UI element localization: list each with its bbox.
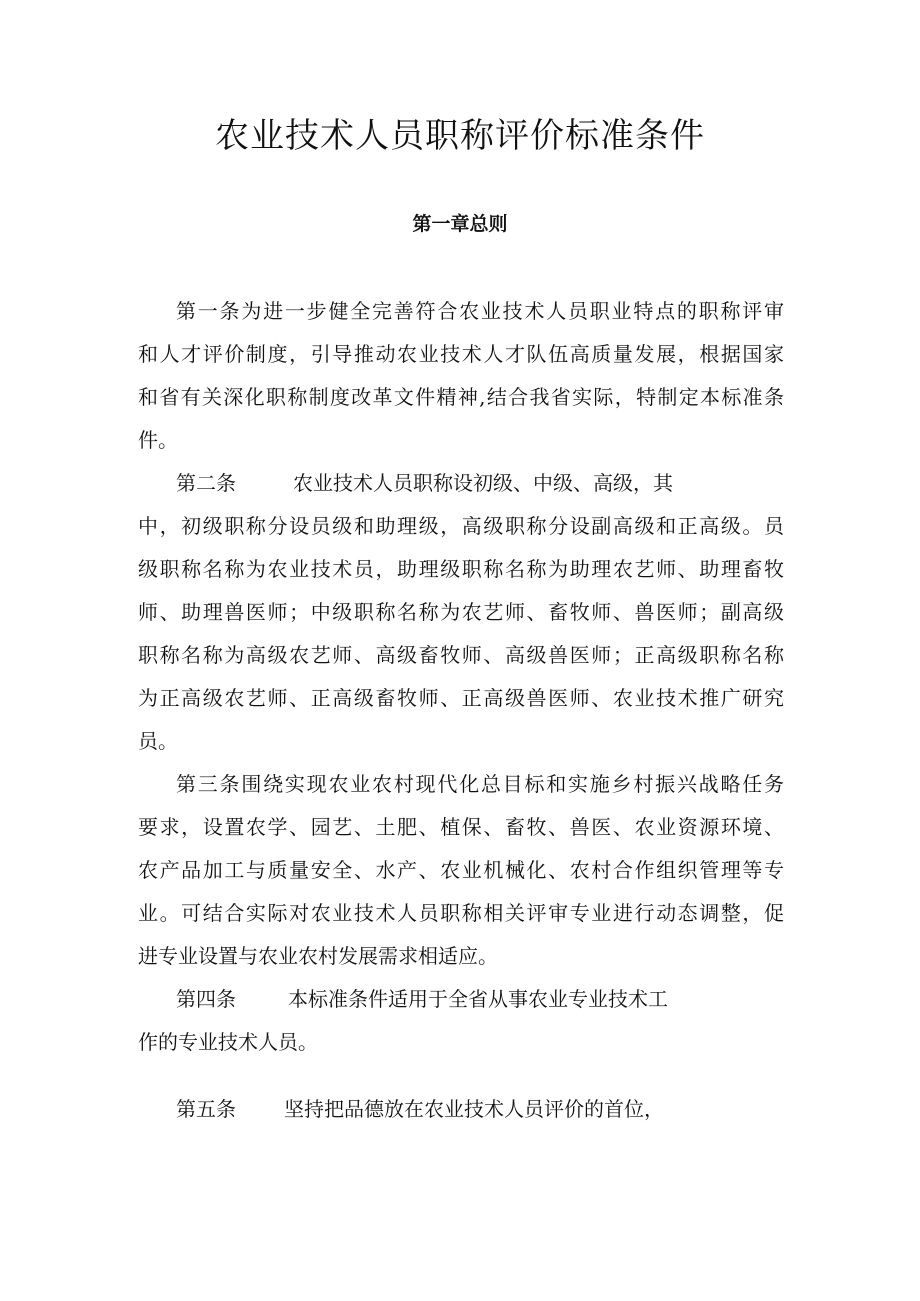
article-3-line: 第三条围绕实现农业农村现代化总目标和实施乡村振兴战略任务	[176, 772, 784, 796]
article-2-first-text: 农业技术人员职称设初级、中级、高级，其	[293, 471, 673, 495]
article-2-line: 职称名称为高级农艺师、高级畜牧师、高级兽医师；正高级职称名称	[138, 643, 784, 667]
article-2-first-line	[176, 467, 673, 499]
article-4-first-line	[176, 983, 668, 1015]
article-1-line: 第一条为进一步健全完善符合农业技术人员职业特点的职称评审	[176, 299, 784, 323]
chapter-heading: 第一章总则	[412, 213, 508, 235]
article-2-line: 级职称名称为农业技术员，助理级职称名称为助理农艺师、助理畜牧	[138, 557, 784, 581]
article-3-line: 业。可结合实际对农业技术人员职称相关评审专业进行动态调整，促	[138, 901, 784, 925]
article-1-line: 和人才评价制度，引导推动农业技术人才队伍高质量发展，根据国家	[138, 342, 784, 366]
document-title: 农业技术人员职称评价标准条件	[215, 116, 705, 156]
article-2-line: 中，初级职称分设员级和助理级，高级职称分设副高级和正高级。员	[138, 514, 784, 538]
article-1-line: 件。	[138, 428, 178, 452]
article-5-label: 第五条	[176, 1097, 236, 1121]
article-4-label: 第四条	[176, 987, 236, 1011]
article-5-first-line	[176, 1093, 664, 1125]
article-5-first-text: 坚持把品德放在农业技术人员评价的首位，	[284, 1097, 664, 1121]
article-2-line: 师、助理兽医师；中级职称名称为农艺师、畜牧师、兽医师；副高级	[138, 600, 784, 624]
article-3-line: 要求，设置农学、园艺、土肥、植保、畜牧、兽医、农业资源环境、	[138, 815, 784, 839]
article-1-line: 和省有关深化职称制度改革文件精神,结合我省实际，特制定本标准条	[138, 385, 784, 409]
article-2-line: 员。	[138, 729, 178, 753]
article-3-line: 进专业设置与农业农村发展需求相适应。	[138, 944, 498, 968]
article-2-label: 第二条	[176, 471, 236, 495]
article-2-line: 为正高级农艺师、正高级畜牧师、正高级兽医师、农业技术推广研究	[138, 686, 784, 710]
article-4-first-text: 本标准条件适用于全省从事农业专业技术工	[288, 987, 668, 1011]
article-4-line: 作的专业技术人员。	[138, 1030, 318, 1054]
article-3-line: 农产品加工与质量安全、水产、农业机械化、农村合作组织管理等专	[138, 858, 784, 882]
